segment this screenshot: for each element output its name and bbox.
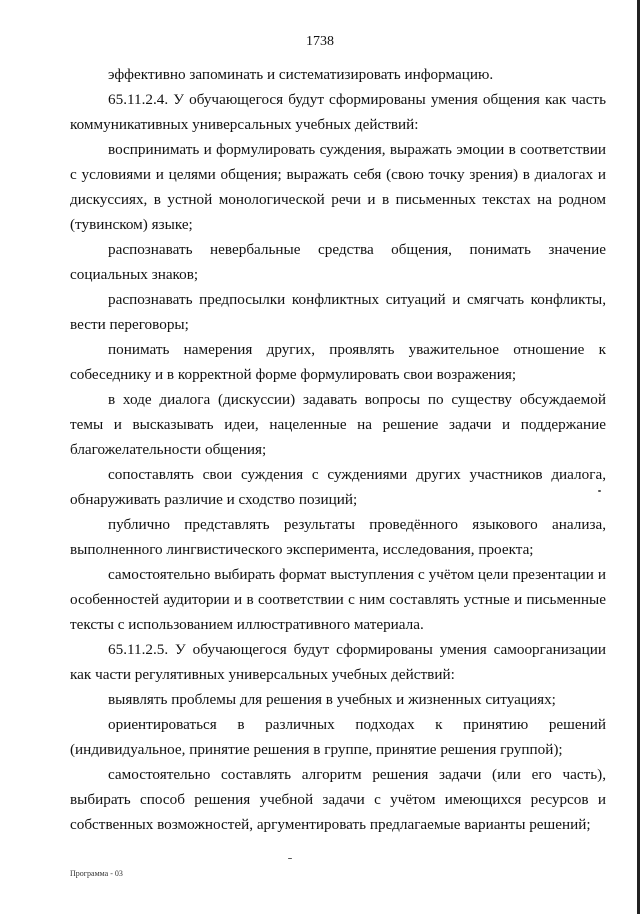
paragraph-8: сопоставлять свои суждения с суждениями других участников диалога, обнаруживать различие и сходство позиций;: [70, 466, 606, 508]
paragraph-12: выявлять проблемы для решения в учебных и жизненных ситуациях;: [108, 691, 556, 708]
paragraph-13: ориентироваться в различных подходах к принятию решений (индивидуальное, принятие решения в группе, принятие решения группой);: [70, 716, 606, 758]
paragraph-6: понимать намерения других, проявлять уважительное отношение к собеседнику и в корректной форме формулировать свои возражения;: [70, 341, 606, 383]
paragraph-9: публично представлять результаты проведённого языкового анализа, выполненного лингвистического эксперимента, исследования, проекта;: [70, 516, 606, 558]
paragraph-10: самостоятельно выбирать формат выступления с учётом цели презентации и особенностей аудитории и в соответствии с ним составлять устные и письменные тексты с использованием иллюстративного материала.: [70, 566, 606, 633]
paragraph-1: эффективно запоминать и систематизировать информацию.: [108, 66, 494, 83]
paragraph-11: 65.11.2.5. У обучающегося будут сформированы умения самоорганизации как части регулятивных универсальных учебных действий:: [70, 641, 606, 683]
footer-label: Программа - 03: [70, 869, 123, 878]
paragraph-4: распознавать невербальные средства общения, понимать значение социальных знаков;: [70, 241, 606, 283]
paragraph-3: воспринимать и формулировать суждения, выражать эмоции в соответствии с условиями и целями общения; выражать себя (свою точку зрения) в диалогах и дискуссиях, в устной монологической речи и в письменных текстах на родном (тувинском) языке;: [70, 141, 606, 233]
paragraph-14: самостоятельно составлять алгоритм решения задачи (или его часть), выбирать способ решения учебной задачи с учётом имеющихся ресурсов и собственных возможностей, аргументировать предлагаемые варианты решений;: [70, 766, 606, 833]
scan-mark: [598, 490, 601, 492]
document-body: [70, 62, 606, 837]
paragraph-7: в ходе диалога (дискуссии) задавать вопросы по существу обсуждаемой темы и высказывать идеи, нацеленные на решение задачи и поддержание благожелательности общения;: [70, 391, 606, 458]
scan-mark: [288, 858, 292, 859]
paragraph-2: 65.11.2.4. У обучающегося будут сформированы умения общения как часть коммуникативных универсальных учебных действий:: [70, 91, 606, 133]
paragraph-5: распознавать предпосылки конфликтных ситуаций и смягчать конфликты, вести переговоры;: [70, 291, 606, 333]
page-number: 1738: [306, 34, 334, 49]
